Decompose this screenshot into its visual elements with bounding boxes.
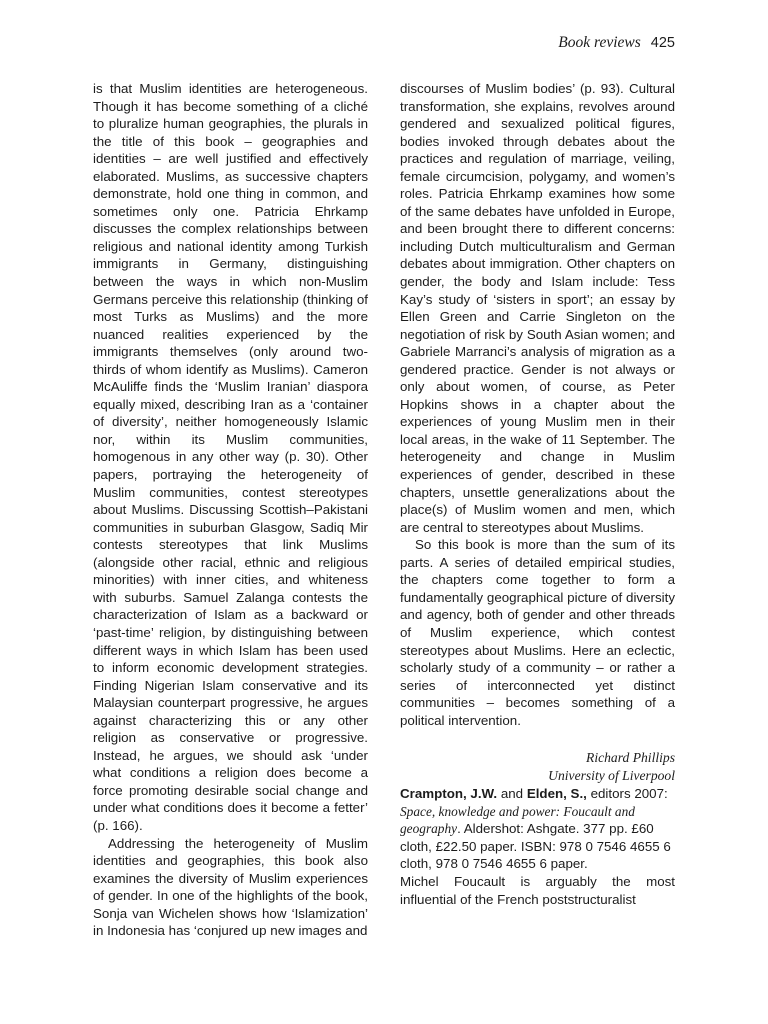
reviewer-name: Richard Phillips [586, 750, 675, 766]
citation-role: editors 2007: [586, 786, 668, 802]
body-paragraph: So this book is more than the sum of its parts. A series of detailed empirical studies, the chapters come together to form a fundamentally geographical picture of diversity and agency, both of gender and other threads of Muslim experience, which contest stereotypes about Muslims. Here an eclectic, scholarly study of a community – or rather a series of interconnected yet distinct communities – becomes something of a political intervention. [400, 537, 675, 728]
citation-title: Space, knowledge and power: Foucault and geography [400, 803, 635, 837]
reviewer-signature [400, 749, 675, 785]
citation-author: Elden, S., [526, 786, 587, 802]
running-head [558, 34, 675, 52]
citation-author: Crampton, J.W. [400, 786, 498, 802]
citation-conjunction: and [497, 786, 527, 802]
section-title: Book reviews [558, 34, 641, 51]
body-paragraph: Addressing the heterogeneity of Muslim identities and geographies, this book also examines the diversity of Muslim experiences of gender. In one of the highlights of the book, Sonja van Wichelen shows how ‘Islamization’ in Indonesia has ‘conjured up new images and [93, 835, 368, 939]
page-number: 425 [650, 35, 675, 51]
right-column [400, 80, 675, 908]
left-column [93, 80, 368, 940]
reviewer-affiliation: University of Liverpool [548, 768, 675, 784]
body-paragraph: discourses of Muslim bodies’ (p. 93). Cultural transformation, she explains, revolves around gendered and sexualized political figures, bodies invoked through debates about the practices and regulation of marriage, veiling, female circumcision, polygamy, and women’s roles. Patricia Ehrkamp examines how some of the same debates have unfolded in Europe, and been brought there to different concerns: including Dutch multiculturalism and German debates about immigration. Other chapters on gender, the body and Islam include: Tess Kay’s study of ‘sisters in sport’; an essay by Ellen Green and Carrie Singleton on the negotiation of risk by South Asian women; and Gabriele Marranci’s analysis of migration as a gendered practice. Gender is not always or only about women, of course, as Peter Hopkins shows in a chapter about the experiences of young Muslim men in their local areas, in the wake of 11 September. The heterogeneity and change in Muslim experiences of gender, described in these chapters, unsettle generalizations about the place(s) of Muslim women and men, which are central to stereotypes about Muslims. [400, 81, 675, 535]
body-paragraph: is that Muslim identities are heterogeneous. Though it has become something of a cliché to pluralize human geographies, the plurals in the title of this book – geographies and identities – are well justified and effectively elaborated. Muslims, as successive chapters demonstrate, hold one thing in common, and sometimes only one. Patricia Ehrkamp discusses the complex relationships between religious and national identity among Turkish immigrants in Germany, distinguishing between the ways in which non-Muslim Germans perceive this relationship (thinking of most Turks as Muslims) and the more nuanced realities experienced by the immigrants themselves (only around two-thirds of whom identify as Muslims). Cameron McAuliffe finds the ‘Muslim Iranian’ diaspora equally mixed, describing Iran as a ‘container of diversity’, neither homogeneously Islamic nor, within its Muslim communities, homogenous in any other way (p. 30). Other papers, portraying the heterogeneity of Muslim communities, contest stereotypes about Muslims. Discussing Scottish–Pakistani communities in suburban Glasgow, Sadiq Mir contests stereotypes that link Muslims (alongside other racial, ethnic and religious minorities) with inner cities, and whiteness with suburbs. Samuel Zalanga contests the characterization of Islam as a backward or ‘past-time’ religion, by distinguishing between different ways in which Islam has been used to inform economic development strategies. Finding Nigerian Islam conservative and its Malaysian counterpart progressive, he argues against characterizing this or any other religion as conservative or progressive. Instead, he argues, we should ask ‘under what conditions a religion does become a force promoting desirable social change and under what conditions does it become a fetter’ (p. 166). [93, 81, 368, 833]
book-citation [400, 785, 675, 873]
citation-details: . Aldershot: Ashgate. 377 pp. £60 cloth, £22.50 paper. ISBN: 978 0 7546 4655 6 cloth, 978 0 7546 4655 6 paper. [400, 821, 671, 872]
review-opening: Michel Foucault is arguably the most influential of the French poststructuralist [400, 873, 675, 907]
